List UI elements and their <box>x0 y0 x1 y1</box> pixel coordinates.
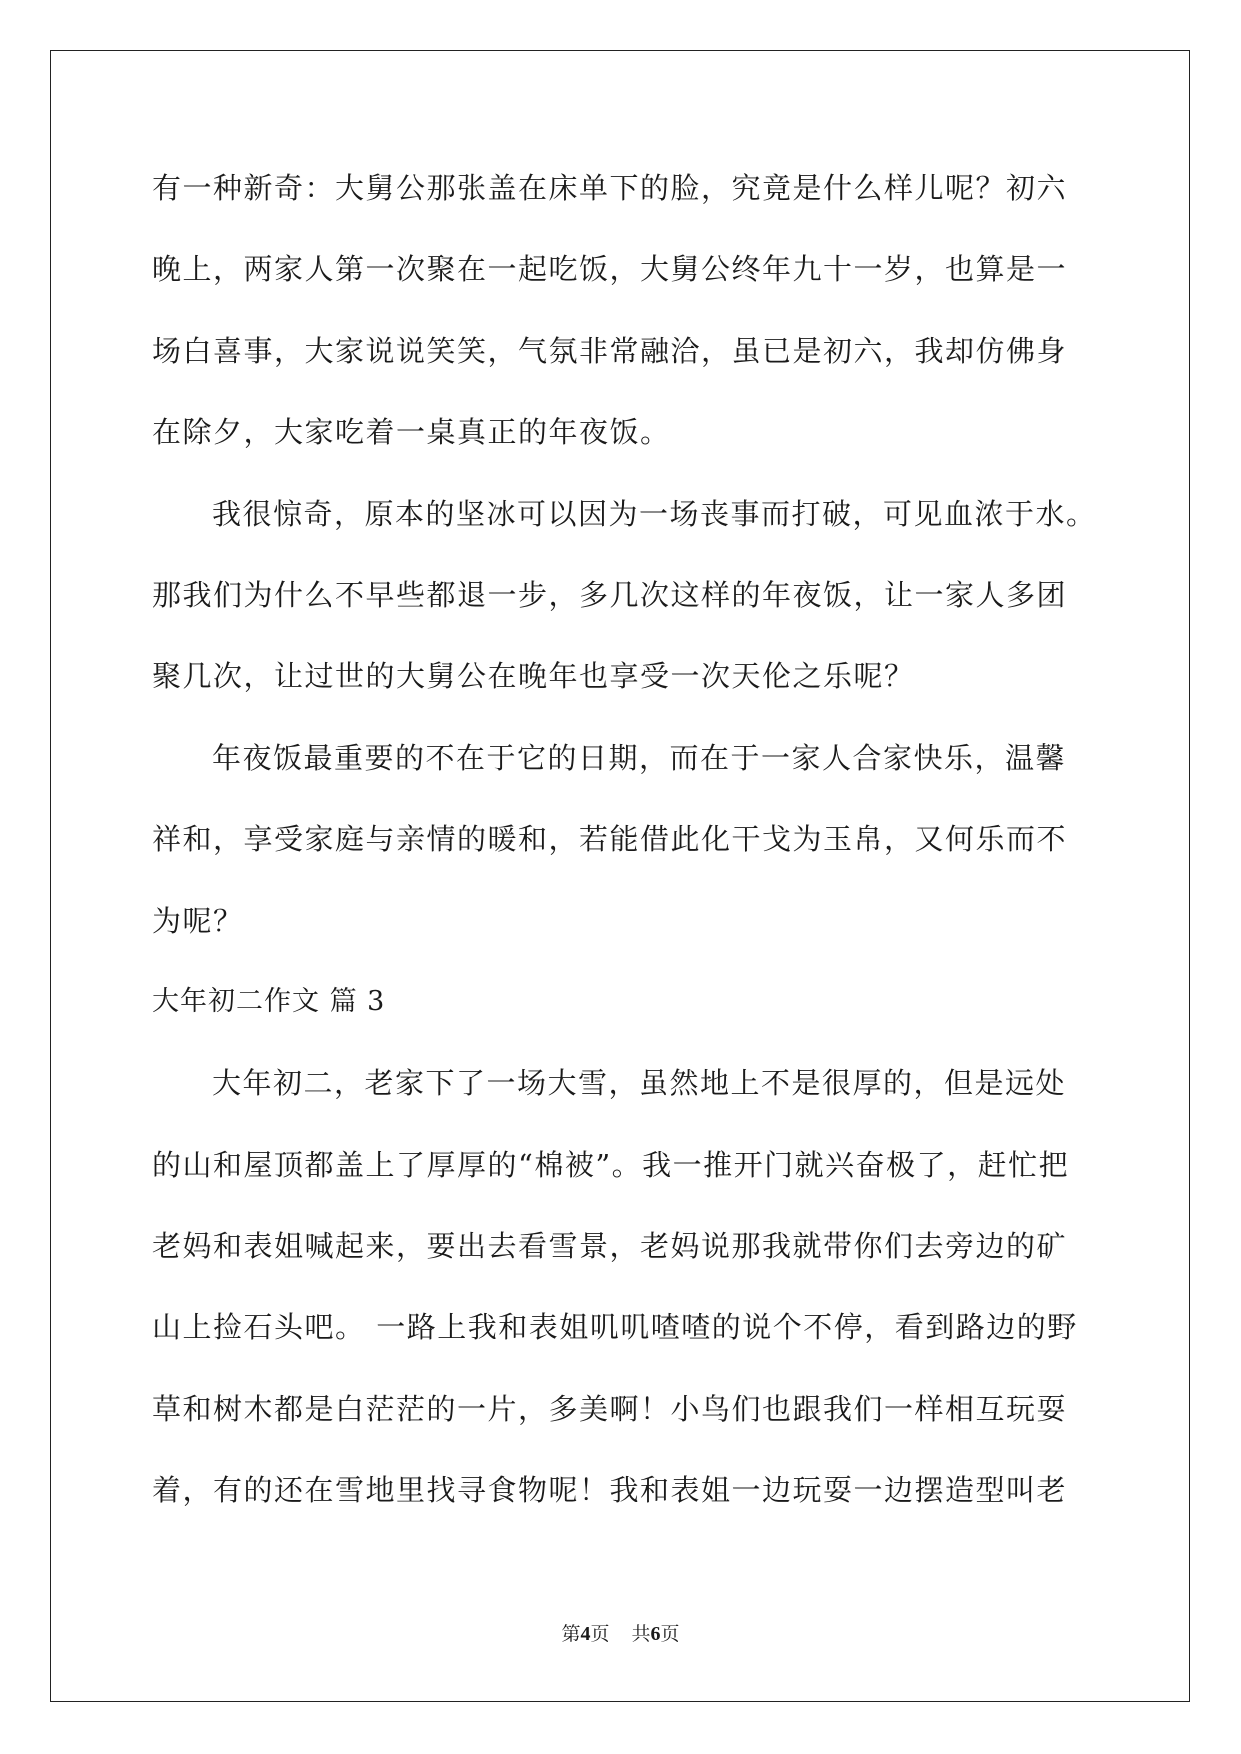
text-line-10: 为呢？ <box>152 903 244 938</box>
text-line-2: 晚上，两家人第一次聚在一起吃饭，大舅公终年九十一岁，也算是一 <box>152 252 1068 287</box>
section-heading: 大年初二作文 篇 3 <box>152 985 386 1017</box>
text-line-4: 在除夕，大家吃着一桌真正的年夜饭。 <box>152 415 671 450</box>
text-line-7: 聚几次，让过世的大舅公在晚年也享受一次天伦之乐呢？ <box>152 659 915 694</box>
text-line-17: 着，有的还在雪地里找寻食物呢！我和表姐一边玩耍一边摆造型叫老 <box>152 1473 1068 1508</box>
total-page-number: 6 <box>650 1623 661 1645</box>
current-page-number: 4 <box>580 1623 591 1645</box>
text-line-8: 年夜饭最重要的不在于它的日期，而在于一家人合家快乐，温馨 <box>212 740 1067 775</box>
document-body <box>152 160 1097 1544</box>
text-line-5: 我很惊奇，原本的坚冰可以因为一场丧事而打破，可见血浓于水。 <box>212 496 1097 531</box>
text-line-1: 有一种新奇：大舅公那张盖在床单下的脸，究竟是什么样儿呢？初六 <box>152 171 1068 205</box>
text-line-3: 场白喜事，大家说说笑笑，气氛非常融洽，虽已是初六，我却仿佛身 <box>152 333 1068 368</box>
text-line-14: 老妈和表姐喊起来，要出去看雪景，老妈说那我就带你们去旁边的矿 <box>152 1229 1068 1264</box>
text-line-9: 祥和，享受家庭与亲情的暖和，若能借此化干戈为玉帛，又何乐而不 <box>152 822 1068 857</box>
footer-total-prefix: 共 <box>631 1623 651 1645</box>
page-footer <box>0 1619 1241 1646</box>
footer-total-suffix: 页 <box>660 1623 680 1645</box>
text-line-6: 那我们为什么不早些都退一步，多几次这样的年夜饭，让一家人多团 <box>152 577 1068 612</box>
text-line-16: 草和树木都是白茫茫的一片，多美啊！小鸟们也跟我们一样相互玩耍 <box>152 1391 1068 1426</box>
text-line-15: 山上捡石头吧。 一路上我和表姐叽叽喳喳的说个不停，看到路边的野 <box>152 1310 1078 1345</box>
footer-page-suffix: 页 <box>590 1623 610 1645</box>
text-line-13: 的山和屋顶都盖上了厚厚的“棉被”。我一推开门就兴奋极了，赶忙把 <box>152 1147 1070 1182</box>
footer-prefix: 第 <box>561 1623 581 1645</box>
text-line-12: 大年初二，老家下了一场大雪，虽然地上不是很厚的，但是远处 <box>212 1066 1067 1101</box>
